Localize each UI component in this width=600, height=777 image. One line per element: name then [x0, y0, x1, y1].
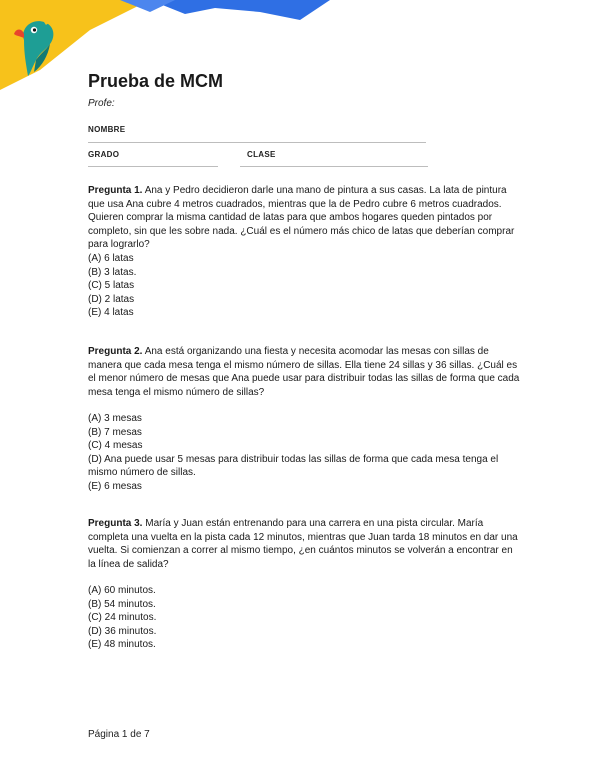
option-d: (D) 36 minutos. [88, 625, 157, 637]
teacher-label: Profe: [88, 98, 115, 109]
banner-blue-shape [150, 0, 330, 20]
question-3-number: Pregunta 3. [88, 518, 143, 529]
option-c: (C) 4 mesas [88, 440, 143, 452]
option-e: (E) 6 mesas [88, 480, 142, 492]
name-field-line[interactable] [88, 142, 426, 143]
question-1-number: Pregunta 1. [88, 185, 143, 196]
question-1 [88, 184, 520, 252]
question-3-text: María y Juan están entrenando para una carrera en una pista circular. María completa una vuelta en la pista cada 12 minutos, mientras que Juan tarda 18 minutos en dar una vuelta. Si comienzan a correr al mismo tiempo, ¿en cuántos minutos se volverán a encontrar en la línea de salida? [88, 518, 518, 570]
question-3 [88, 517, 520, 571]
option-d: (D) Ana puede usar 5 mesas para distribuir todas las sillas de forma que cada mesa tenga el mismo número de sillas. [88, 453, 499, 479]
option-a: (A) 60 minutos. [88, 585, 156, 596]
question-2-number: Pregunta 2. [88, 346, 143, 357]
question-2 [88, 345, 520, 399]
grade-field-line[interactable] [88, 166, 218, 167]
page-number: Página 1 de 7 [88, 729, 150, 740]
option-e: (E) 4 latas [88, 307, 134, 319]
grade-field-label: GRADO [88, 150, 120, 159]
question-2-options [88, 412, 520, 494]
page-title: Prueba de MCM [88, 71, 224, 91]
question-1-text: Ana y Pedro decidieron darle una mano de pintura a sus casas. La lata de pintura que usa Ana cubre 4 metros cuadrados, mientras que la de Pedro cubre 6 metros cuadrados. Quieren comprar la misma cantidad de latas para que ambos hogares queden pintados por completo, sin que les sobre nada. ¿Cuál es el número más chico de latas que deberían comprar para lograrlo? [88, 185, 515, 251]
class-field-line[interactable] [240, 166, 428, 167]
option-a: (A) 6 latas [88, 253, 134, 264]
option-c: (C) 24 minutos. [88, 612, 157, 624]
question-1-options [88, 252, 520, 320]
option-e: (E) 48 minutos. [88, 639, 156, 651]
question-2-text: Ana está organizando una fiesta y necesita acomodar las mesas con sillas de manera que cada mesa tenga el mismo número de sillas. Ella tiene 24 sillas y 36 sillas. ¿Cuál es el menor número de mesas que Ana puede usar para distribuir todas las sillas de forma que cada mesa tenga el mismo número de sillas? [88, 346, 520, 398]
option-b: (B) 7 mesas [88, 426, 142, 438]
option-c: (C) 5 latas [88, 280, 135, 292]
option-a: (A) 3 mesas [88, 413, 142, 424]
option-b: (B) 3 latas. [88, 266, 137, 278]
parrot-logo-icon [10, 14, 66, 76]
option-b: (B) 54 minutos. [88, 598, 156, 610]
option-d: (D) 2 latas [88, 293, 135, 305]
question-3-options [88, 584, 520, 652]
name-field-label: NOMBRE [88, 125, 126, 134]
class-field-label: CLASE [247, 150, 276, 159]
